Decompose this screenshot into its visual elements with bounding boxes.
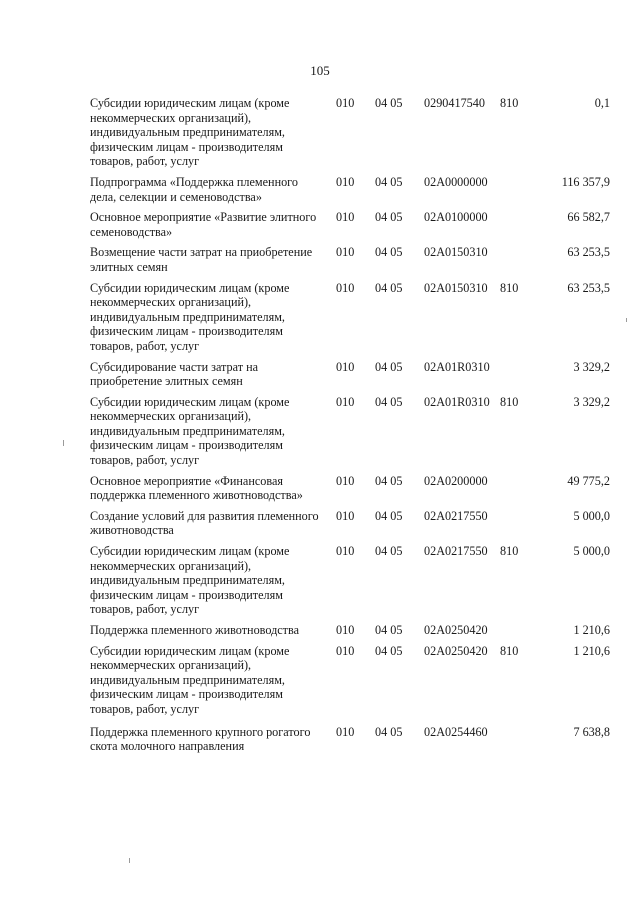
scan-speck xyxy=(626,318,627,322)
row-amount: 1 210,6 xyxy=(573,643,610,658)
row-name: Субсидирование части затрат на приобретение элитных семян xyxy=(90,359,259,389)
table-row xyxy=(90,245,610,274)
row-amount: 5 000,0 xyxy=(573,544,610,559)
table-row xyxy=(90,623,610,638)
row-target-code: 02А0100000 xyxy=(424,210,488,225)
row-name: Субсидии юридическим лицам (кроме некоммерческих организаций), индивидуальным предпринимателям, физическим лицам - производителям товаров, работ, услуг xyxy=(90,96,290,169)
row-target-code: 02А01R0310 xyxy=(424,394,490,409)
row-expense-type-code: 810 xyxy=(500,643,519,658)
row-amount: 0,1 xyxy=(594,96,610,110)
row-expense-type-code: 810 xyxy=(500,96,519,110)
scan-speck xyxy=(129,858,130,863)
row-name: Возмещение части затрат на приобретение элитных семян xyxy=(90,245,313,274)
row-amount: 1 210,6 xyxy=(573,623,610,637)
row-name: Основное мероприятие «Финансовая поддержка племенного животноводства» xyxy=(90,473,303,503)
row-ved-code: 010 xyxy=(336,724,355,739)
row-section-code: 04 05 xyxy=(375,359,403,374)
row-target-code: 02А0254460 xyxy=(424,724,488,739)
row-section-code: 04 05 xyxy=(375,508,403,523)
page-number: 105 xyxy=(310,63,330,78)
row-target-code: 02А01R0310 xyxy=(424,359,490,374)
row-target-code: 02А0250420 xyxy=(424,643,488,658)
row-ved-code: 010 xyxy=(336,394,355,409)
row-section-code: 04 05 xyxy=(375,724,403,739)
row-section-code: 04 05 xyxy=(375,394,403,409)
row-section-code: 04 05 xyxy=(375,473,403,488)
row-ved-code: 010 xyxy=(336,280,355,295)
row-name: Основное мероприятие «Развитие элитного семеноводства» xyxy=(90,210,317,239)
row-ved-code: 010 xyxy=(336,210,355,225)
row-target-code: 0290417540 xyxy=(424,96,485,110)
row-amount: 63 253,5 xyxy=(567,280,610,295)
row-section-code: 04 05 xyxy=(375,280,403,295)
row-ved-code: 010 xyxy=(336,245,355,260)
table-row xyxy=(90,725,610,754)
scan-speck xyxy=(63,440,64,446)
row-ved-code: 010 xyxy=(336,623,355,637)
row-target-code: 02А0250420 xyxy=(424,623,488,637)
row-target-code: 02А0150310 xyxy=(424,245,488,260)
row-expense-type-code: 810 xyxy=(500,394,519,409)
row-target-code: 02А0217550 xyxy=(424,508,488,523)
row-target-code: 02А0200000 xyxy=(424,473,488,488)
table-row xyxy=(90,474,610,503)
table-row xyxy=(90,360,610,389)
row-section-code: 04 05 xyxy=(375,174,403,189)
row-target-code: 02А0000000 xyxy=(424,174,488,189)
row-name: Подпрограмма «Поддержка племенного дела, селекции и семеноводства» xyxy=(90,174,298,204)
table-row xyxy=(90,544,610,617)
row-name: Субсидии юридическим лицам (кроме некоммерческих организаций), индивидуальным предпринимателям, физическим лицам - производителям товаров, работ, услуг xyxy=(90,394,290,468)
row-amount: 5 000,0 xyxy=(573,508,610,523)
row-name: Поддержка племенного животноводства xyxy=(90,623,300,637)
row-ved-code: 010 xyxy=(336,174,355,189)
row-amount: 3 329,2 xyxy=(573,394,610,409)
row-section-code: 04 05 xyxy=(375,623,403,637)
row-amount: 63 253,5 xyxy=(567,245,610,260)
row-amount: 7 638,8 xyxy=(573,724,610,739)
row-section-code: 04 05 xyxy=(375,544,403,559)
row-ved-code: 010 xyxy=(336,359,355,374)
row-amount: 66 582,7 xyxy=(567,210,610,225)
table-row xyxy=(90,175,610,204)
row-target-code: 02А0217550 xyxy=(424,544,488,559)
row-section-code: 04 05 xyxy=(375,210,403,225)
row-target-code: 02А0150310 xyxy=(424,280,488,295)
table-row xyxy=(90,96,610,169)
row-amount: 116 357,9 xyxy=(561,174,610,189)
row-name: Субсидии юридическим лицам (кроме некоммерческих организаций), индивидуальным предпринимателям, физическим лицам - производителям товаров, работ, услуг xyxy=(90,280,290,353)
table-row xyxy=(90,644,610,717)
row-name: Создание условий для развития племенного животноводства xyxy=(90,508,319,538)
row-ved-code: 010 xyxy=(336,473,355,488)
row-amount: 49 775,2 xyxy=(567,473,610,488)
row-section-code: 04 05 xyxy=(375,245,403,260)
row-ved-code: 010 xyxy=(336,96,355,110)
row-name: Субсидии юридическим лицам (кроме некоммерческих организаций), индивидуальным предпринимателям, физическим лицам - производителям товаров, работ, услуг xyxy=(90,544,290,617)
row-section-code: 04 05 xyxy=(375,96,403,110)
row-expense-type-code: 810 xyxy=(500,280,519,295)
row-name: Субсидии юридическим лицам (кроме некоммерческих организаций), индивидуальным предпринимателям, физическим лицам - производителям товаров, работ, услуг xyxy=(90,643,290,716)
row-ved-code: 010 xyxy=(336,544,355,559)
row-amount: 3 329,2 xyxy=(573,359,610,374)
row-ved-code: 010 xyxy=(336,643,355,658)
table-row xyxy=(90,509,610,538)
table-row xyxy=(90,395,610,468)
row-ved-code: 010 xyxy=(336,508,355,523)
row-section-code: 04 05 xyxy=(375,643,403,658)
budget-table xyxy=(90,96,610,754)
table-row xyxy=(90,281,610,354)
row-expense-type-code: 810 xyxy=(500,544,519,559)
table-row xyxy=(90,210,610,239)
row-name: Поддержка племенного крупного рогатого скота молочного направления xyxy=(90,724,311,754)
